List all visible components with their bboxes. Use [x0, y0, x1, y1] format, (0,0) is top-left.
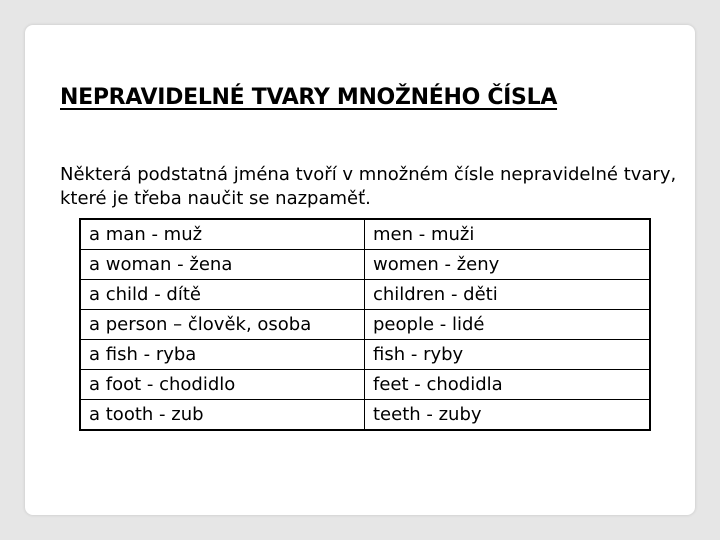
plural-cell: children - děti: [365, 280, 651, 310]
singular-cell: a woman - žena: [80, 250, 365, 280]
page-title: NEPRAVIDELNÉ TVARY MNOŽNÉHO ČÍSLA: [60, 85, 558, 110]
plural-cell: people - lidé: [365, 310, 651, 340]
table-row: [80, 370, 650, 400]
plural-cell: teeth - zuby: [365, 400, 651, 431]
table-row: [80, 400, 650, 431]
table-row: [80, 340, 650, 370]
plural-cell: women - ženy: [365, 250, 651, 280]
table-row: [80, 280, 650, 310]
singular-cell: a child - dítě: [80, 280, 365, 310]
plural-cell: feet - chodidla: [365, 370, 651, 400]
table-row: [80, 310, 650, 340]
table-row: [80, 250, 650, 280]
plural-cell: men - muži: [365, 219, 651, 250]
vocabulary-table: [79, 218, 651, 431]
table-row: [80, 219, 650, 250]
singular-cell: a man - muž: [80, 219, 365, 250]
slide: [25, 25, 695, 515]
plural-cell: fish - ryby: [365, 340, 651, 370]
singular-cell: a fish - ryba: [80, 340, 365, 370]
singular-cell: a person – člověk, osoba: [80, 310, 365, 340]
singular-cell: a foot - chodidlo: [80, 370, 365, 400]
singular-cell: a tooth - zub: [80, 400, 365, 431]
intro-text: Některá podstatná jména tvoří v množném čísle nepravidelné tvary, které je třeba naučit se nazpaměť.: [60, 164, 677, 209]
